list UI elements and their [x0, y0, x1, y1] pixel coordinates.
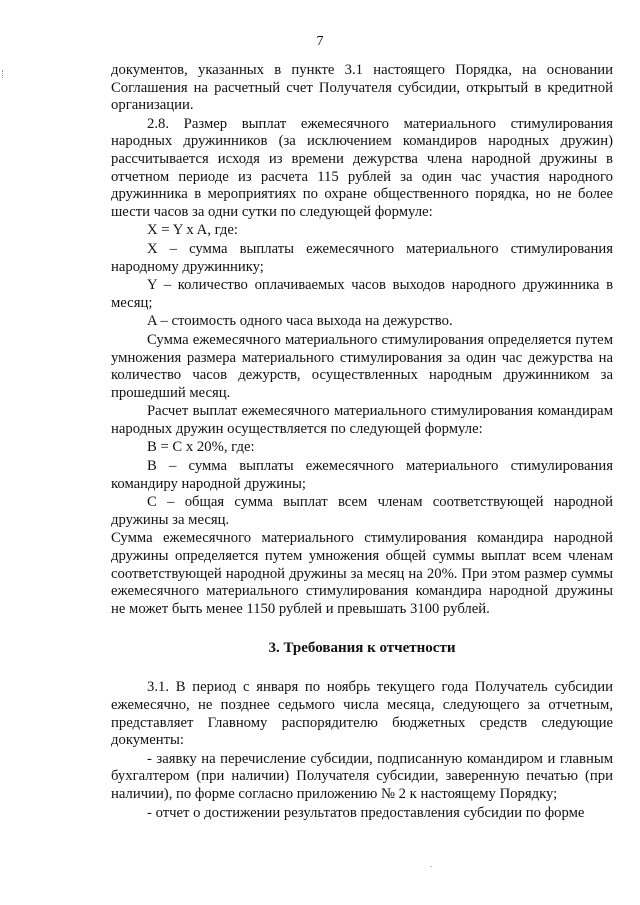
document-body: [111, 62, 613, 822]
scan-speck: [430, 866, 432, 867]
paragraph: X = Y x A, где:: [147, 222, 238, 239]
paragraph: Расчет выплат ежемесячного материального стимулирования командирам народных дружин осуществляется по следующей формуле:: [111, 403, 613, 437]
paragraph: Y – количество оплачиваемых часов выходов народного дружинника в месяц;: [111, 277, 613, 311]
paragraph: Сумма ежемесячного материального стимулирования определяется путем умножения размера материального стимулирования за один час дежурства на количество часов дежурств, осуществленных народным дружинником за прошедший месяц.: [111, 331, 613, 401]
paragraph: Сумма ежемесячного материального стимулирования командира народной дружины определяется путем умножения общей суммы выплат всем членам соответствующей народной дружины за месяц на 20%. При этом размер суммы ежемесячного материального стимулирования командира народной дружины не может быть менее 1150 рублей и превышать 3100 рублей.: [111, 530, 613, 617]
margin-mark: [2, 70, 6, 78]
paragraph: B – сумма выплаты ежемесячного материального стимулирования командиру народной дружины;: [111, 458, 613, 492]
section-2-text: [111, 62, 613, 618]
page-number: 7: [316, 34, 324, 49]
paragraph: B = C x 20%, где:: [147, 439, 255, 456]
paragraph: - заявку на перечисление субсидии, подписанную командиром и главным бухгалтером (при наличии) Получателя субсидии, заверенную печатью (при наличии), по форме согласно приложению № 2 к настоящему Порядку;: [111, 750, 613, 802]
paragraph: A – стоимость одного часа выхода на дежурство.: [147, 313, 453, 330]
paragraph: документов, указанных в пункте 3.1 настоящего Порядка, на основании Соглашения на расчетный счет Получателя субсидии, открытый в кредитной организации.: [111, 62, 613, 114]
section-3-text: [111, 679, 613, 822]
paragraph: 2.8. Размер выплат ежемесячного материального стимулирования народных дружинников (за исключением командиров народных дружин) рассчитывается исходя из времени дежурства члена народной дружины в отчетном периоде из расчета 115 рублей за один час участия народного дружинника в мероприятиях по охране общественного порядка, но не более шести часов за одни сутки по следующей формуле:: [111, 115, 613, 220]
paragraph: C – общая сумма выплат всем членам соответствующей народной дружины за месяц.: [111, 494, 613, 528]
section-heading: 3. Требования к отчетности: [268, 640, 456, 657]
paragraph: 3.1. В период с января по ноябрь текущего года Получатель субсидии ежемесячно, не позднее седьмого числа месяца, следующего за отчетным, представляет Главному распорядителю бюджетных средств следующие документы:: [111, 679, 613, 749]
paragraph: - отчет о достижении результатов предоставления субсидии по форме: [147, 804, 585, 821]
paragraph: X – сумма выплаты ежемесячного материального стимулирования народному дружиннику;: [111, 240, 613, 275]
